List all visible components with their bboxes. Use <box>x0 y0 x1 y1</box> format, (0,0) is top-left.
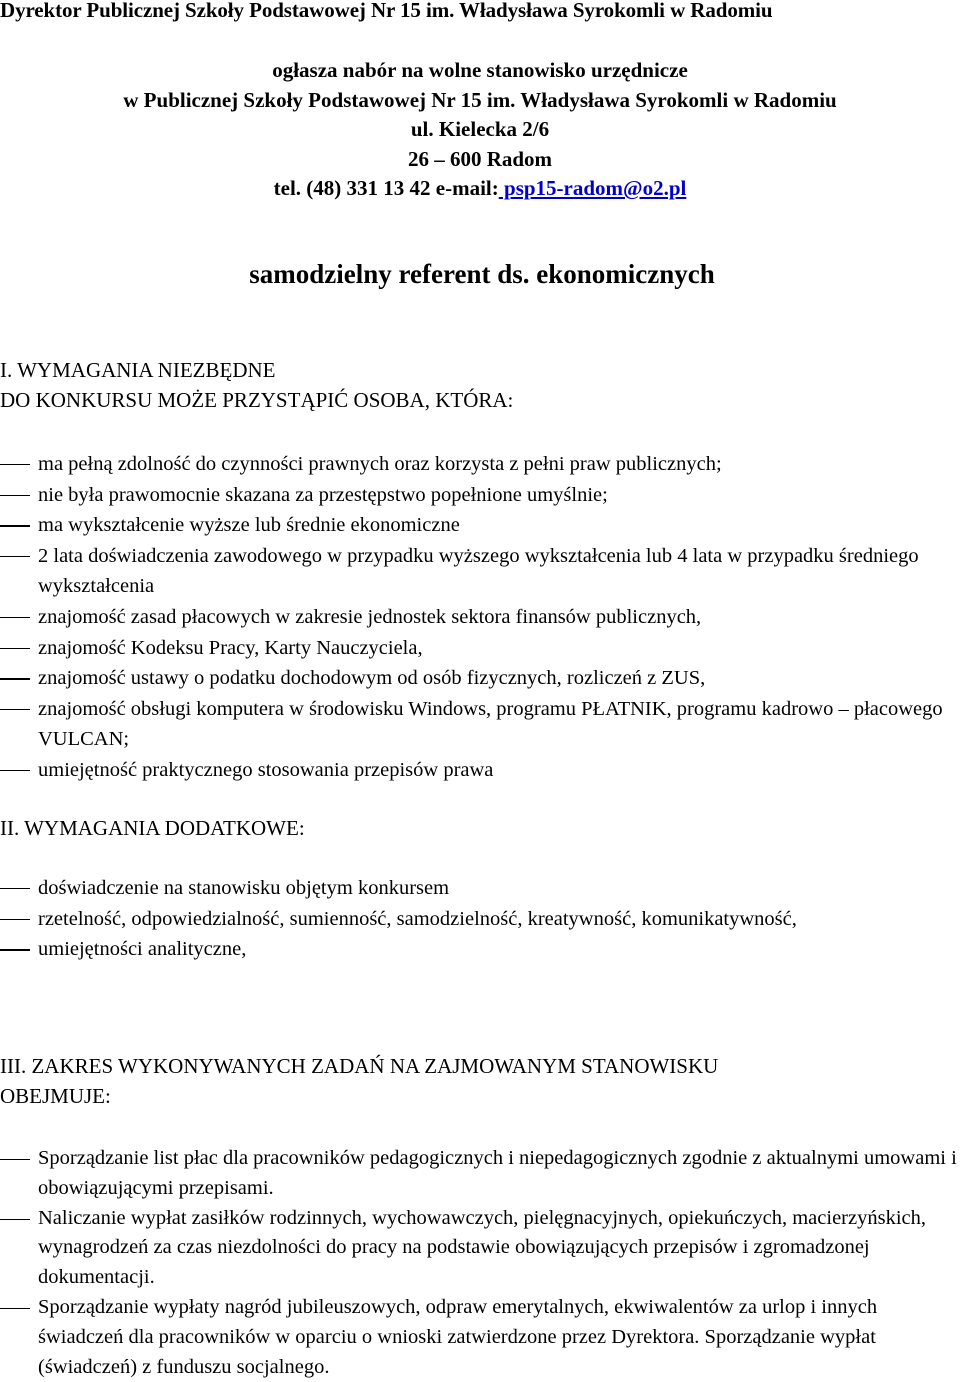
list-item-text: ma pełną zdolność do czynności prawnych oraz korzysta z pełni praw publicznych; <box>38 453 722 475</box>
section-2-heading <box>0 813 305 843</box>
duties-list <box>0 1144 960 1382</box>
list-item <box>0 904 960 935</box>
dash-bullet-icon <box>0 770 30 771</box>
contact-line <box>0 174 960 204</box>
list-item <box>0 694 960 755</box>
list-item <box>0 1204 960 1293</box>
phone-label: tel. (48) 331 13 42 e-mail: <box>273 176 499 200</box>
additional-list <box>0 873 960 965</box>
list-item <box>0 633 960 664</box>
section-1-title: I. WYMAGANIA NIEZBĘDNE <box>0 358 276 382</box>
section-2-title: II. WYMAGANIA DODATKOWE: <box>0 816 305 840</box>
list-item <box>0 449 960 480</box>
list-item <box>0 663 960 694</box>
section-3-subtitle: OBEJMUJE: <box>0 1084 111 1108</box>
list-item-text: Naliczanie wypłat zasiłków rodzinnych, wychowawczych, pielęgnacyjnych, opiekuńczych, macierzyńskich, wynagrodzeń za czas niezdolności do pracy na podstawie obowiązujących przepisów i zgromadzonej dokumentacji. <box>38 1206 926 1289</box>
section-3-heading <box>0 1051 718 1111</box>
section-3-title: III. ZAKRES WYKONYWANYCH ZADAŃ NA ZAJMOWANYM STANOWISKU <box>0 1054 719 1078</box>
required-list <box>0 449 960 786</box>
list-item <box>0 1144 960 1204</box>
position-title: samodzielny referent ds. ekonomicznych <box>249 259 715 289</box>
list-item-text: znajomość obsługi komputera w środowisku Windows, programu PŁATNIK, programu kadrowo – płacowego VULCAN; <box>38 697 943 751</box>
list-item-text: znajomość Kodeksu Pracy, Karty Nauczyciela, <box>38 636 423 659</box>
dash-bullet-icon <box>0 525 30 526</box>
dash-bullet-icon <box>0 648 30 649</box>
dash-bullet-icon <box>0 464 30 465</box>
list-item <box>0 541 960 602</box>
announcement-block <box>0 56 960 204</box>
announcement-line: ogłasza nabór na wolne stanowisko urzędnicze <box>272 58 688 82</box>
list-item-text: znajomość ustawy o podatku dochodowym od osób fizycznych, rozliczeń z ZUS, <box>38 667 706 690</box>
email-link[interactable]: psp15-radom@o2.pl <box>498 176 687 200</box>
list-item <box>0 755 960 786</box>
list-item <box>0 602 960 633</box>
section-1-heading <box>0 355 513 415</box>
dash-bullet-icon <box>0 617 30 618</box>
document-header: Dyrektor Publicznej Szkoły Podstawowej Nr 15 im. Władysława Syrokomli w Radomiu <box>0 0 773 22</box>
list-item-text: 2 lata doświadczenia zawodowego w przypadku wyższego wykształcenia lub 4 lata w przypadku średniego wykształcenia <box>38 544 919 598</box>
dash-bullet-icon <box>0 888 30 889</box>
list-item-text: doświadczenie na stanowisku objętym konkursem <box>38 877 450 899</box>
list-item-text: umiejętności analityczne, <box>38 938 247 961</box>
list-item-text: znajomość zasad płacowych w zakresie jednostek sektora finansów publicznych, <box>38 605 702 628</box>
dash-bullet-icon <box>0 919 30 920</box>
list-item <box>0 510 960 541</box>
dash-bullet-icon <box>0 495 30 496</box>
list-item <box>0 1293 960 1382</box>
street-address: ul. Kielecka 2/6 <box>410 117 550 141</box>
dash-bullet-icon <box>0 709 30 710</box>
list-item-text: ma wykształcenie wyższe lub średnie ekonomiczne <box>38 514 460 537</box>
dash-bullet-icon <box>0 1219 30 1220</box>
dash-bullet-icon <box>0 678 30 679</box>
section-1-subtitle: DO KONKURSU MOŻE PRZYSTĄPIĆ OSOBA, KTÓRA: <box>0 388 514 412</box>
list-item <box>0 873 960 904</box>
dash-bullet-icon <box>0 556 30 557</box>
list-item <box>0 480 960 511</box>
postal-address: 26 – 600 Radom <box>407 146 553 171</box>
list-item-text: umiejętność praktycznego stosowania przepisów prawa <box>38 758 494 781</box>
list-item-text: rzetelność, odpowiedzialność, sumienność, samodzielność, kreatywność, komunikatywność, <box>38 907 797 930</box>
list-item-text: Sporządzanie wypłaty nagród jubileuszowych, odpraw emerytalnych, ekwiwalentów za urlop i innych świadczeń dla pracowników w oparciu o wnioski zatwierdzone przez Dyrektora. Sporządzanie wypłat (świadczeń) z funduszu socjalnego. <box>38 1295 878 1378</box>
school-name-line: w Publicznej Szkoły Podstawowej Nr 15 im. Władysława Syrokomli w Radomiu <box>123 87 837 112</box>
list-item <box>0 934 960 965</box>
list-item-text: Sporządzanie list płac dla pracowników pedagogicznych i niepedagogicznych zgodnie z aktualnymi umowami i obowiązującymi przepisami. <box>38 1147 957 1199</box>
dash-bullet-icon <box>0 1159 30 1160</box>
dash-bullet-icon <box>0 949 30 950</box>
list-item-text: nie była prawomocnie skazana za przestępstwo popełnione umyślnie; <box>38 483 608 506</box>
dash-bullet-icon <box>0 1308 30 1309</box>
